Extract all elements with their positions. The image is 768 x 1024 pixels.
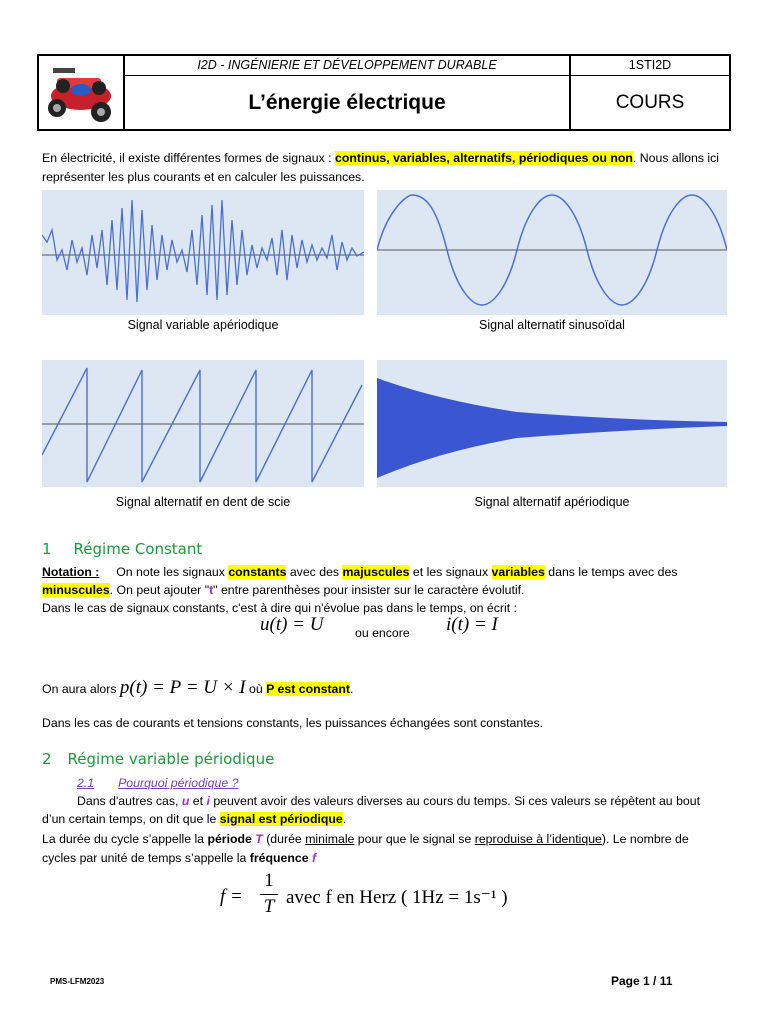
text: d’un certain temps, on dit que le: [42, 812, 220, 826]
text: peuvent avoir des valeurs diverses au cours du temps. Si ces valeurs se répètent au bout: [209, 794, 700, 808]
waveform-sinusoidal: [377, 190, 727, 315]
text: La durée du cycle s’appelle la: [42, 832, 208, 846]
waveform-variable-aperiodic: [42, 190, 364, 315]
program-name: I2D - INGÉNIERIE ET DÉVELOPPEMENT DURABLE: [125, 56, 571, 76]
figure-caption-2: Signal alternatif sinusoïdal: [479, 318, 625, 332]
section-title: Régime variable périodique: [67, 750, 275, 768]
header-table: [37, 54, 731, 131]
term-reproduise: reproduise à l’identique: [474, 832, 602, 846]
text: .: [349, 682, 354, 696]
text: et les signaux: [409, 565, 492, 579]
text: et: [189, 794, 207, 808]
section-number: 2: [42, 750, 52, 768]
intro-line-1: [42, 149, 719, 168]
formula-numerator: 1: [264, 870, 274, 891]
figure-caption-1: Signal variable apériodique: [127, 318, 279, 332]
text: avec des: [286, 565, 343, 579]
periodic-line-1: [77, 792, 700, 811]
equation-u: u(t) = U: [260, 614, 324, 635]
text: dans le temps avec des: [544, 565, 678, 579]
notation-line-1: [42, 563, 726, 582]
section-number: 1: [42, 540, 52, 558]
intro-line-2: représenter les plus courants et en calculer les puissances.: [42, 170, 365, 184]
section-title: Régime Constant: [73, 540, 203, 558]
waveform-sawtooth: [42, 360, 364, 487]
highlight-p-constant: P est constant: [266, 682, 350, 696]
intro-text: . Nous allons ici: [632, 151, 720, 165]
periodic-line-3: [42, 830, 689, 849]
intro-text: En électricité, il existe différentes formes de signaux :: [42, 151, 335, 165]
text: On note les signaux: [116, 565, 229, 579]
ou-encore-text: ou encore: [355, 626, 410, 640]
term-frequence: fréquence: [249, 851, 309, 865]
periodic-line-2: [42, 810, 346, 829]
text: . On peut ajouter ": [109, 583, 210, 597]
text: (durée: [262, 832, 306, 846]
text: Dans d'autres cas,: [77, 794, 182, 808]
equation-p: p(t) = P = U × I: [119, 677, 246, 698]
rc-car-logo-icon: [39, 56, 123, 129]
highlight-constants: constants: [228, 565, 287, 579]
text: cycles par unité de temps s’appelle la: [42, 851, 250, 865]
subsection-number: 2.1: [77, 776, 95, 790]
figure-damped: [377, 360, 727, 487]
notation-label: Notation :: [42, 565, 100, 579]
text: On aura alors: [42, 682, 120, 696]
text: .: [342, 812, 347, 826]
term-periode: période: [207, 832, 252, 846]
highlight-majuscules: majuscules: [342, 565, 410, 579]
formula-left: f =: [220, 886, 243, 907]
footer-page-number: Page 1 / 11: [611, 974, 673, 988]
doc-type: COURS: [615, 92, 685, 113]
text: où: [245, 682, 267, 696]
subsection-2-1-heading: [77, 774, 238, 793]
variable-u: u: [181, 794, 190, 808]
equation-i: i(t) = I: [446, 614, 498, 635]
page-title: L’énergie électrique: [125, 76, 571, 129]
class-level: 1STI2D: [571, 56, 729, 76]
formula-right: avec f en Herz ( 1Hz = 1s⁻¹ ): [286, 887, 508, 908]
subsection-title: Pourquoi périodique ?: [118, 776, 239, 790]
highlight-variables: variables: [491, 565, 545, 579]
variable-t: t: [209, 583, 214, 597]
periodic-line-4: [42, 849, 316, 868]
fraction-bar: [260, 894, 278, 895]
text: pour que le signal se: [354, 832, 475, 846]
figure-sinusoidal: [377, 190, 727, 315]
variable-f: f: [312, 851, 317, 865]
formula-denominator: T: [263, 896, 275, 917]
term-minimale: minimale: [305, 832, 355, 846]
section-2-heading: [42, 750, 274, 768]
text: " entre parenthèses pour insister sur le caractère évolutif.: [213, 583, 525, 597]
power-line: [42, 676, 353, 701]
constant-signals-text: Dans le cas de signaux constants, c'est à dire qui n'évolue pas dans le temps, on écrit :: [42, 601, 517, 615]
constant-conclusion: Dans les cas de courants et tensions constants, les puissances échangées sont constantes.: [42, 716, 544, 730]
waveform-damped: [377, 360, 727, 487]
variable-i: i: [206, 794, 210, 808]
notation-line-2: [42, 581, 524, 600]
section-1-heading: [42, 540, 202, 558]
text: ). Le nombre de: [601, 832, 689, 846]
footer-ref: PMS-LFM2023: [50, 977, 105, 986]
logo-cell: [39, 56, 125, 129]
highlight-signal-periodique: signal est périodique: [219, 812, 343, 826]
figure-caption-3: Signal alternatif en dent de scie: [115, 495, 291, 509]
figure-sawtooth: [42, 360, 364, 487]
variable-T: T: [255, 832, 263, 846]
highlight-minuscules: minuscules: [42, 583, 110, 597]
figure-variable-aperiodic: [42, 190, 364, 315]
figure-caption-4: Signal alternatif apériodique: [474, 495, 630, 509]
intro-highlight: continus, variables, alternatifs, périodiques ou non: [335, 151, 633, 165]
